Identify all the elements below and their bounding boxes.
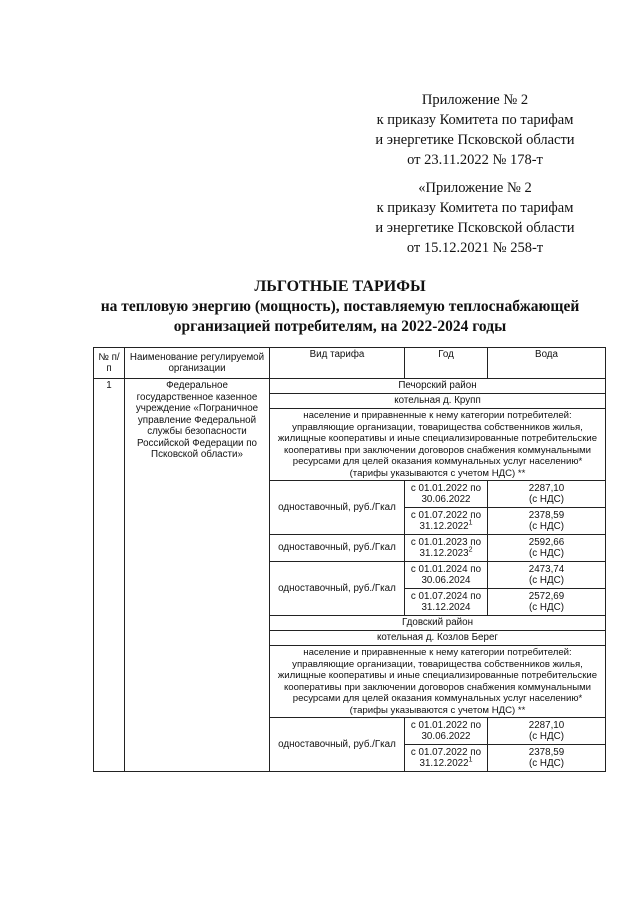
tariff-period	[405, 508, 488, 535]
tariff-price: 2287,10	[528, 482, 565, 494]
tariff-period	[405, 718, 488, 745]
tariff-price: 2592,66	[528, 536, 565, 548]
header-line: и энергетике Псковской области	[375, 220, 575, 236]
tariff-period	[405, 745, 488, 772]
footnote-mark: 2	[468, 546, 473, 554]
period-text: с 01.01.2022 по 30.06.2022	[410, 482, 482, 505]
header-line: и энергетике Псковской области	[375, 132, 575, 148]
tariff-price: 2378,59	[528, 509, 565, 521]
tariff-period	[405, 535, 488, 562]
vat-note: (с НДС)	[529, 575, 564, 586]
period-text: с 01.07.2022 по 31.12.2022	[410, 509, 482, 532]
footnote-mark: 1	[468, 519, 473, 527]
column-header: Вид тарифа	[270, 348, 405, 379]
tariff-price: 2572,69	[528, 590, 565, 602]
column-header: Наименование регулируемой организации	[125, 348, 270, 379]
vat-note: (с НДС)	[529, 758, 564, 769]
tariff-value	[488, 562, 606, 589]
tariff-price: 2287,10	[528, 719, 565, 731]
consumer-category: население и приравненные к нему категории потребителей: управляющие организации, товарищества собственников жилья, жилищные кооперативы и иные специализированные потребительские кооперативы при заключении договоров снабжения коммунальными ресурсами для целей оказания коммунальных услуг населению* (тарифы указываются с учетом НДС) **	[270, 409, 606, 481]
tariff-value	[488, 589, 606, 616]
tariff-type: одноставочный, руб./Гкал	[270, 481, 405, 535]
tariff-value	[488, 508, 606, 535]
tariff-value	[488, 745, 606, 772]
header-line: от 15.12.2021 № 258-т	[406, 240, 544, 256]
vat-note: (с НДС)	[529, 602, 564, 613]
district-name: Гдовский район	[270, 616, 606, 631]
column-header: Вода	[488, 348, 606, 379]
vat-note: (с НДС)	[529, 548, 564, 559]
boiler-name: котельная д. Крупп	[270, 394, 606, 409]
vat-note: (с НДС)	[529, 494, 564, 505]
tariff-value	[488, 481, 606, 508]
header-line: от 23.11.2022 № 178-т	[407, 152, 543, 168]
tariff-period	[405, 562, 488, 589]
tariff-period	[405, 481, 488, 508]
tariff-price: 2473,74	[528, 563, 565, 575]
organization-name: Федеральное государственное казенное учреждение «Пограничное управление Федеральной службы безопасности Российской Федерации по Псковской области»	[125, 379, 270, 772]
tariff-type: одноставочный, руб./Гкал	[270, 535, 405, 562]
period-text: с 01.07.2022 по 31.12.2022	[410, 746, 482, 769]
appendix-header-previous	[360, 178, 590, 258]
row-number: 1	[94, 379, 125, 772]
table-header-row	[94, 348, 606, 379]
tariff-value	[488, 718, 606, 745]
column-header: Год	[405, 348, 488, 379]
title-line: организацией потребителям, на 2022-2024 годы	[173, 318, 507, 335]
vat-note: (с НДС)	[529, 731, 564, 742]
title-line: на тепловую энергию (мощность), поставляемую теплоснабжающей	[100, 298, 580, 315]
column-header: № п/п	[94, 348, 125, 379]
tariff-period	[405, 589, 488, 616]
header-line: к приказу Комитета по тарифам	[376, 200, 574, 216]
district-row	[94, 379, 606, 394]
district-name: Печорский район	[270, 379, 606, 394]
tariff-price: 2378,59	[528, 746, 565, 758]
document-title	[60, 277, 620, 337]
header-line: к приказу Комитета по тарифам	[376, 112, 574, 128]
period-text: с 01.01.2024 по 30.06.2024	[410, 563, 482, 586]
title-main: ЛЬГОТНЫЕ ТАРИФЫ	[254, 278, 426, 295]
vat-note: (с НДС)	[529, 521, 564, 532]
footnote-mark: 1	[468, 756, 473, 764]
period-text: с 01.01.2022 по 30.06.2022	[410, 719, 482, 742]
tariff-type: одноставочный, руб./Гкал	[270, 718, 405, 772]
tariff-type: одноставочный, руб./Гкал	[270, 562, 405, 616]
header-line: Приложение № 2	[421, 92, 529, 108]
period-text: с 01.01.2023 по 31.12.2023	[410, 536, 482, 559]
period-text: с 01.07.2024 по 31.12.2024	[410, 590, 482, 613]
header-line: «Приложение № 2	[418, 180, 532, 196]
tariff-value	[488, 535, 606, 562]
consumer-category: население и приравненные к нему категории потребителей: управляющие организации, товарищества собственников жилья, жилищные кооперативы и иные специализированные потребительские кооперативы при заключении договоров снабжения коммунальными ресурсами для целей оказания коммунальных услуг населению* (тарифы указываются с учетом НДС) **	[270, 646, 606, 718]
tariff-table	[93, 347, 606, 772]
boiler-name: котельная д. Козлов Берег	[270, 631, 606, 646]
appendix-header-current	[360, 90, 590, 170]
